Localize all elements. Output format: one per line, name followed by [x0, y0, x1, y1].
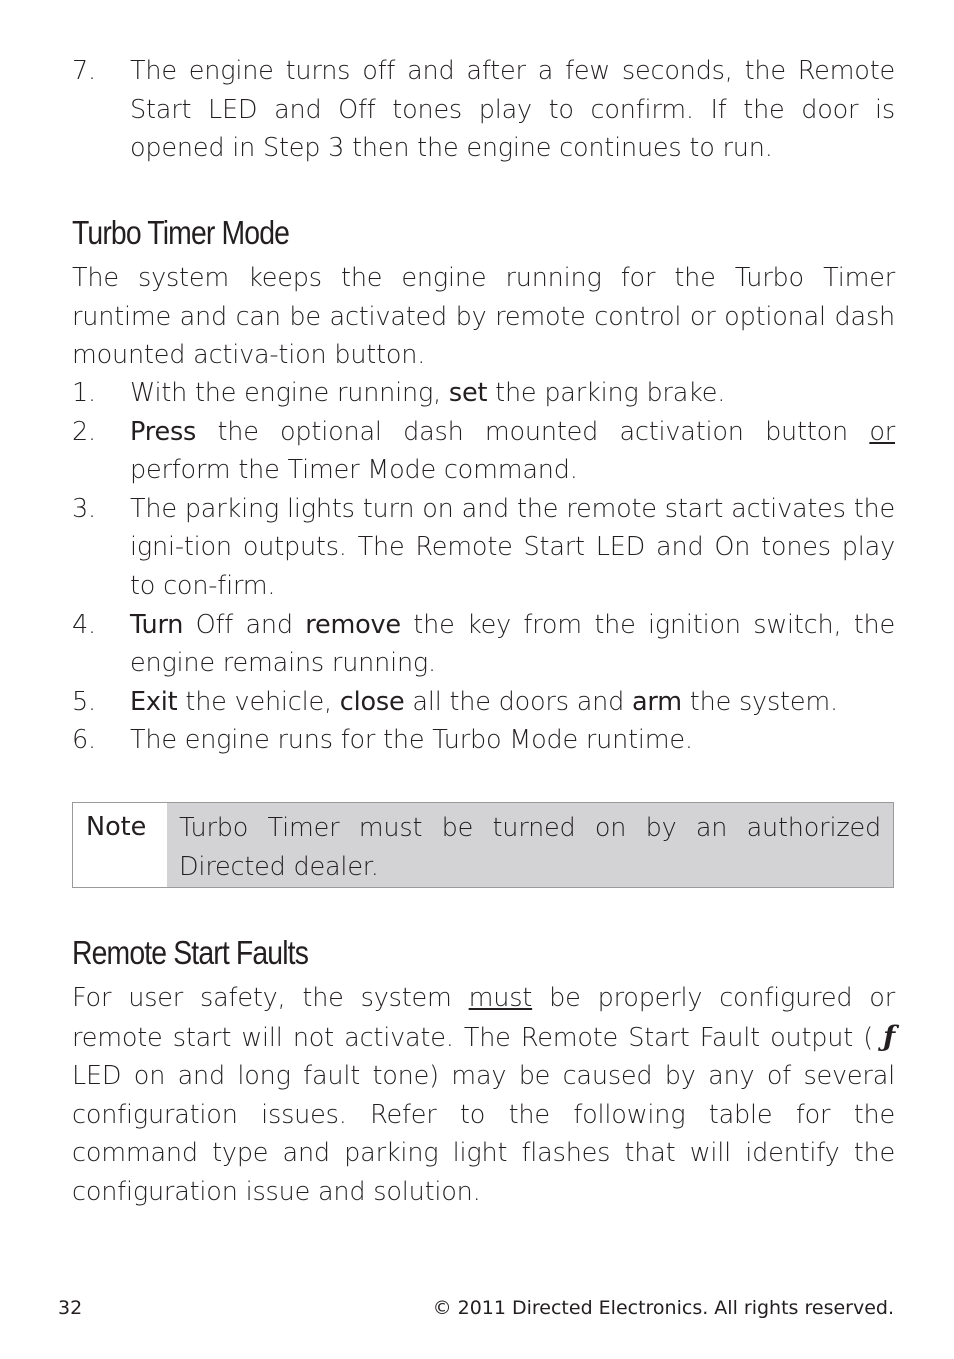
note-body: Turbo Timer must be turned on by an authorized Directed dealer.	[167, 803, 893, 887]
note-box	[72, 802, 894, 888]
step-action: set	[448, 378, 488, 408]
fault-icon: ƒ	[883, 1019, 895, 1053]
turbo-step-3	[72, 490, 895, 606]
step-text: the optional dash mounted activation button	[196, 416, 870, 447]
turbo-step-4	[72, 606, 895, 683]
faults-text: LED on and long fault tone) may be caused by any of several configuration issues. Refer to the following table for the command type and parking light flashes that will identify the configuration issue and solution.	[72, 1061, 895, 1207]
step-text: the vehicle,	[177, 686, 340, 717]
turbo-timer-heading: Turbo Timer Mode	[72, 214, 290, 251]
step-text: Off and	[183, 609, 306, 640]
faults-paragraph	[72, 979, 895, 1212]
step-action: arm	[632, 686, 682, 717]
underlined-word: or	[869, 416, 895, 447]
step-action: close	[339, 686, 405, 717]
underlined-word: must	[468, 983, 533, 1013]
step-text: The engine turns off and after a few seconds, the Remote Start LED and Off tones play to confirm. If the door is opened in Step 3 then the engine continues to run.	[130, 56, 895, 164]
step-number: 2.	[72, 416, 96, 447]
copyright: © 2011 Directed Electronics. All rights reserved.	[432, 1297, 894, 1319]
step-number: 3.	[72, 493, 96, 524]
turbo-step-1	[72, 374, 895, 413]
step-action: Exit	[130, 686, 178, 717]
remote-start-faults-heading: Remote Start Faults	[72, 934, 309, 971]
turbo-steps-list	[72, 374, 895, 760]
turbo-intro-text: The system keeps the engine running for the Turbo Timer runtime and can be activated by remote control or optional dash mounted activa-tion button.	[72, 263, 895, 371]
step-number: 1.	[72, 378, 96, 408]
step-number: 5.	[72, 686, 96, 717]
step-number: 4.	[72, 609, 96, 640]
faults-text: be properly configured or remote start will not activate. The Remote Start Fault output (	[72, 983, 895, 1053]
step-text: perform the Timer Mode command.	[130, 455, 578, 486]
page-number: 32	[58, 1297, 83, 1319]
step-action: Turn	[130, 609, 184, 640]
step-text: The parking lights turn on and the remote start activates the igni-tion outputs. The Remote Start LED and On tones play to con-firm.	[130, 493, 895, 601]
turbo-step-2	[72, 413, 895, 490]
step-action: Press	[130, 416, 197, 447]
step-number: 7.	[72, 56, 96, 86]
step-7	[72, 52, 895, 168]
note-label: Note	[73, 803, 167, 887]
turbo-intro	[72, 259, 895, 375]
step-text: the parking brake.	[487, 378, 726, 408]
step-text: With the engine running,	[130, 378, 449, 408]
step-number: 6.	[72, 725, 96, 756]
step-action: remove	[305, 609, 401, 640]
step-text: all the doors and	[404, 686, 632, 717]
step-text: The engine runs for the Turbo Mode runtime.	[130, 725, 693, 756]
faults-text: For user safety, the system	[72, 983, 469, 1013]
step-text: the key from the ignition switch, the engine remains running.	[130, 609, 895, 679]
step-text: the system.	[681, 686, 838, 717]
turbo-step-6	[72, 721, 895, 760]
turbo-step-5	[72, 683, 895, 722]
